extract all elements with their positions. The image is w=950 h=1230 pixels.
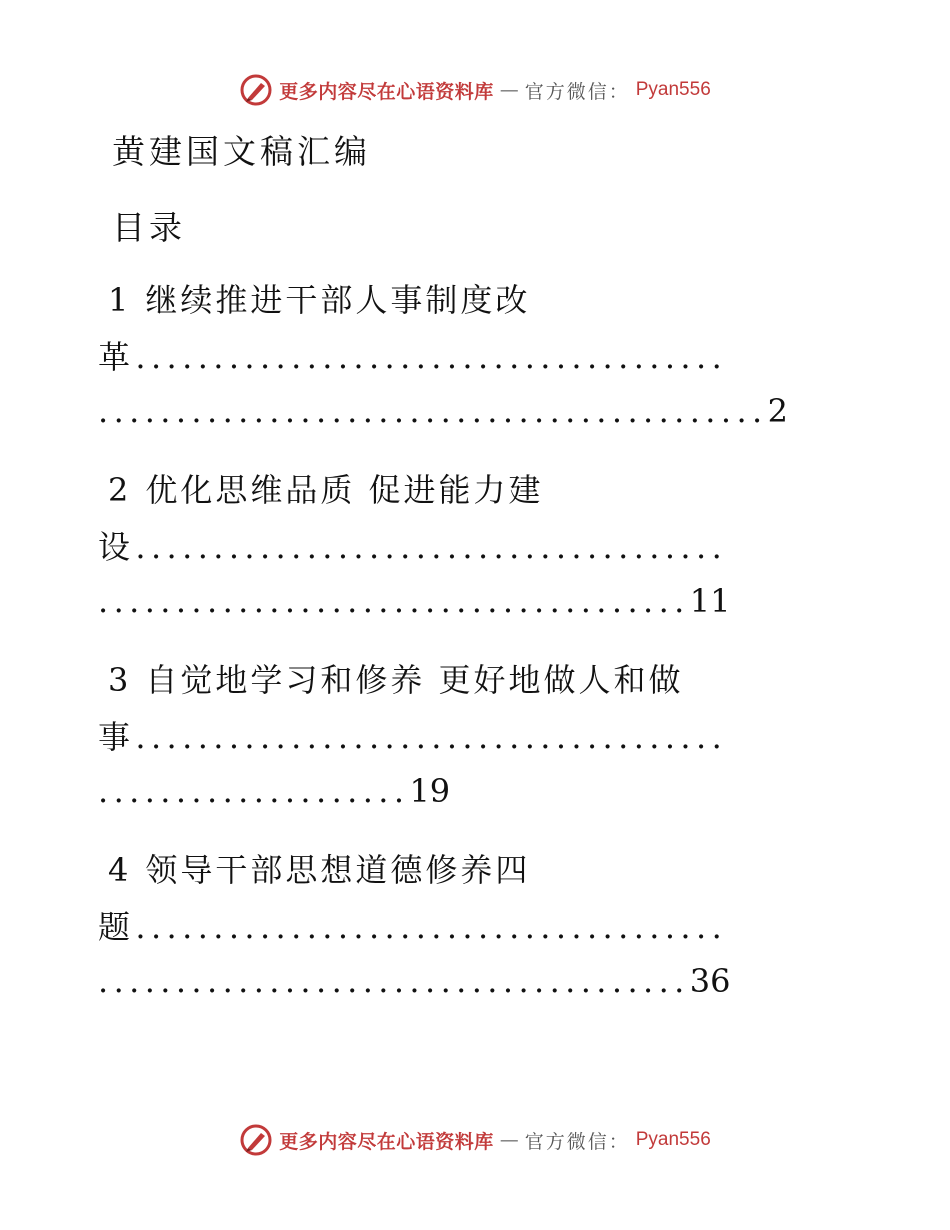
toc-leader-line: [98, 522, 727, 568]
toc-leader-dots: ...........................................: [98, 392, 768, 430]
toc-entry-title-text: 自觉地学习和修养 更好地做人和做: [145, 661, 684, 699]
banner-wechat-handle: Pyan556: [635, 1129, 711, 1150]
toc-entry-number: 3: [108, 661, 132, 699]
toc-heading: 目录: [112, 208, 186, 247]
banner-separator: —: [499, 1129, 519, 1151]
toc-leader-dots: ......................................: [135, 718, 728, 756]
toc-entry-title-text: 优化思维品质 促进能力建: [145, 471, 544, 509]
toc-leader-dots: ......................................: [135, 908, 728, 946]
toc-leader-line: [98, 332, 727, 378]
toc-entry-number: 1: [108, 281, 132, 319]
banner-wechat-label: 官方微信：: [524, 80, 630, 103]
toc-page-number: 19: [409, 772, 451, 810]
toc-leader-dots: ......................................: [98, 582, 690, 620]
header-watermark-banner: [0, 70, 950, 110]
toc-entry-title-text: 继续推进干部人事制度改: [145, 281, 531, 319]
banner-text: 更多内容尽在心语资料库: [279, 80, 494, 103]
toc-entry-title-continuation: 革: [98, 338, 136, 376]
toc-leader-dots: ....................: [98, 772, 410, 810]
toc-entry-title: [108, 655, 684, 701]
toc-page-number: 2: [767, 392, 788, 430]
toc-page-number: 11: [689, 582, 731, 620]
banner-wechat-label: 官方微信：: [524, 1130, 630, 1153]
document-title: 黄建国文稿汇编: [112, 132, 371, 171]
footer-watermark-banner: [0, 1120, 950, 1160]
toc-leader-dots: ......................................: [135, 338, 728, 376]
toc-leader-line: [98, 902, 727, 948]
toc-entry-number: 4: [108, 851, 132, 889]
toc-entry-title-continuation: 题: [98, 908, 136, 946]
toc-leader-dots: ......................................: [98, 962, 690, 1000]
toc-entry-number: 2: [108, 471, 132, 509]
toc-leader-line: [98, 392, 788, 430]
toc-entry-title-text: 领导干部思想道德修养四: [145, 851, 531, 889]
pen-circle-icon: [239, 1123, 273, 1157]
toc-entry-title-continuation: 设: [98, 528, 136, 566]
toc-leader-line: [98, 582, 730, 620]
toc-leader-line: [98, 772, 450, 810]
toc-entry-title: [108, 465, 544, 511]
banner-text: 更多内容尽在心语资料库: [279, 1130, 494, 1153]
banner-separator: —: [499, 79, 519, 101]
pen-circle-icon: [239, 73, 273, 107]
toc-entry-title-continuation: 事: [98, 718, 136, 756]
toc-leader-line: [98, 962, 730, 1000]
banner-wechat-handle: Pyan556: [635, 79, 711, 100]
toc-entry-title: [108, 845, 530, 891]
toc-leader-dots: ......................................: [135, 528, 728, 566]
toc-leader-line: [98, 712, 727, 758]
toc-entry-title: [108, 275, 530, 321]
toc-page-number: 36: [689, 962, 731, 1000]
